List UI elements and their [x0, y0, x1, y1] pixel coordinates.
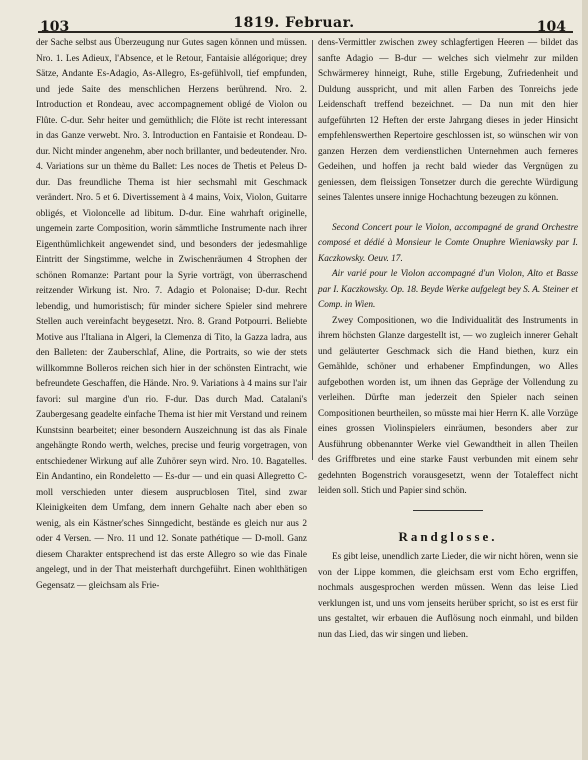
right-paragraph-3: Es gibt leise, unendlich zarte Lieder, die wir nicht hören, wenn sie von der Lippe kommen, die gleichsam erst vom Echo ergriffen, nochmals ausgesprochen werden müssen. Wenn das leise Lied verklungen ist, und uns vom jenseits herüber spricht, so ist es erst für uns gestaltet, wir erbauen die Auflösung noch einmahl, und bilden nun das Lied, das wir singen und lieben. — [318, 552, 578, 640]
column-divider — [312, 40, 313, 460]
left-column — [36, 36, 307, 594]
header-rule — [38, 31, 573, 33]
section-rule — [413, 510, 483, 511]
right-column — [318, 36, 578, 643]
left-column-paragraph: der Sache selbst aus Überzeugung nur Gutes sagen können und müssen. Nro. 1. Les Adieux, l'Absence, et le Retour, Fantaisie allégorique; drey Sätze, Andante Es-Adagio, As-Allegro, Es-gefühlvoll, tief empfunden, und jede Saite des menschlichen Herzens berührend. Nro. 2. Introduction et Rondeau, avec accompagnement obligé de Violon ou Flûte. C-dur. Sehr heiter und gemüthlich; die Flöte ist recht interessant in das Ganze verwebt. Nro. 3. Introduction en Fantaisie et Rondeau. D-dur. Nicht minder angenehm, aber noch brillanter, und bedeutender. Nro. 4. Variations sur un thème du Ballet: Les noces de Thetis et Peleus D-dur. Das freundliche Thema ist hier sechsmahl mit Geschmack verändert. Nro. 5 et 6. Divertissement à 4 mains, Voix, Violon, Guitarre obligés, et Violoncelle ad libitum. D-dur. Eine wahrhaft originelle, ungemein zarte Composition, worin sämmtliche Instrumente nach ihrer Eigenthümlichkeit angewendet sind, und besonders der jedesmahlige Eintritt der Singstimme, welche in Zwischenräumen 4 Strophen der schönen Romanze: Partant pour la Syrie vorträgt, von überraschend reitzender Wirkung ist. Nro. 7. Adagio et Polonaise; D-dur. Recht lebendig, und humoristisch; für minder sichere Spieler sind mehrere Stellen auch vereinfacht beygesetzt. Nro. 8. Grand Potpourri. Beliebte Motive aus l'Italiana in Algeri, la Clemenza di Tito, la Gazza ladra, aus den Balleten: der Zauberschlaf, Aline, die Portraits, so wie der stets willkommne Bolleros reichen sich hier in der schönsten Eintracht, wie befreundete Geschaffen, die Hände. Nro. 9. Variations à 4 mains sur l'air favori: sul margine d'un rio. F-dur. Das durch Mad. Catalani's Zaubergesang geadelte einfache Thema ist hier mit Verstand und reinem Kunstsinn bearbeitet; einer besondern Auszeichnung ist das als Finale angehängte Rondo werth, welches, precise und feurig vorgetragen, von entschiedener Wirkung auf alle Zuhörer seyn wird. Nro. 10. Bagatelles. Ein Andantino, ein Rondeletto — Es-dur — und ein quasi Allegretto C-moll verschieden unter diesem ausprucblosen Titel, sind zwar Kleinigkeiten dem Umfang, dem innern Gehalte nach aber eben so wenig, als ein Kästner'sches Sinngedicht, bestände es gleich nur aus 2 oder 4 Versen. — Nro. 11 und 12. Sonate pathétique — D-moll. Ganz diesem Charakter entsprechend ist das erste Allegro so wie das Finale angelegt, und in der That meisterhaft durchgeführt. Einen wohlthätigen Gegensatz — gleichsam als Frie- — [36, 38, 307, 591]
page-number-left: 103 — [40, 19, 70, 35]
right-paragraph-1: dens-Vermittler zwischen zwey schlagfertigen Heeren — bildet das sanfte Adagio — B-dur — welches sich vielmehr zur milden Schwärmerey hinneigt, Ruhe, stille Ergebung, Zufriedenheit und Duldung ausspricht, und mit allen Farben des Tonreichs jede Leidenschaft treffend bezeichnet. — Da nun mit den hier aufgeführten 12 Heften der erste Jahrgang dieses in jeder Hinsicht empfehlenswerthen Repertoire geschlossen ist, so wünschen wir von ganzen Herzen dem verdienstlichen Unternehmen auch ferneres Gedeihen, und hoffen ja recht bald wieder das Vergnügen zu geniessen, dem fleissigen Tonsetzer durch die gerechte Würdigung seines Talentes unsere innige Hochachtung bezeugen zu können. — [318, 38, 578, 203]
air-title: Air varié pour le Violon accompagné d'un Violon, Alto et Basse par I. Kaczkowsky. Op. 18. Beyde Werke aufgelegt bey S. A. Steiner et Comp. in Wien. — [318, 269, 578, 310]
section-heading: Randglosse. — [398, 528, 498, 544]
concert-title: Second Concert pour le Violon, accompagné de grand Orchestre composé et dédié à Monsieur le Comte Onuphre Wieniawsky par I. Kaczkowsky. Oeuv. 17. — [318, 222, 578, 264]
page-number-right: 104 — [536, 19, 566, 35]
right-paragraph-2: Zwey Compositionen, wo die Individualität des Instruments in ihrem höchsten Glanze dargestellt ist, — wo zugleich innerer Gehalt und geläuterter Geschmack sich die Hand biethen, kurz ein Gemählde, schöner und erhabener Empfindungen, wo Alles aufgebothen worden ist, um ihnen das Gepräge der Vollendung zu verleihen. Dürfte man jederzeit den Spieler nach seinen Compositionen beurtheilen, so müsste mai hier Herrn K. alle Vorzüge eines grossen Violinspielers einräumen, besonders aber zur Ausführung obbenannter Werke viel Gewandtheit in allen Theilen des Griffbretes und eine starke Faust verbunden mit einem sehr gedehnten Bogenstrich vorausgesetzt, wenn der Totaleffect nicht leiden soll. Stich und Papier sind schön. — [318, 315, 578, 496]
page-edge — [582, 0, 588, 760]
running-title: 1819. Februar. — [233, 15, 355, 31]
